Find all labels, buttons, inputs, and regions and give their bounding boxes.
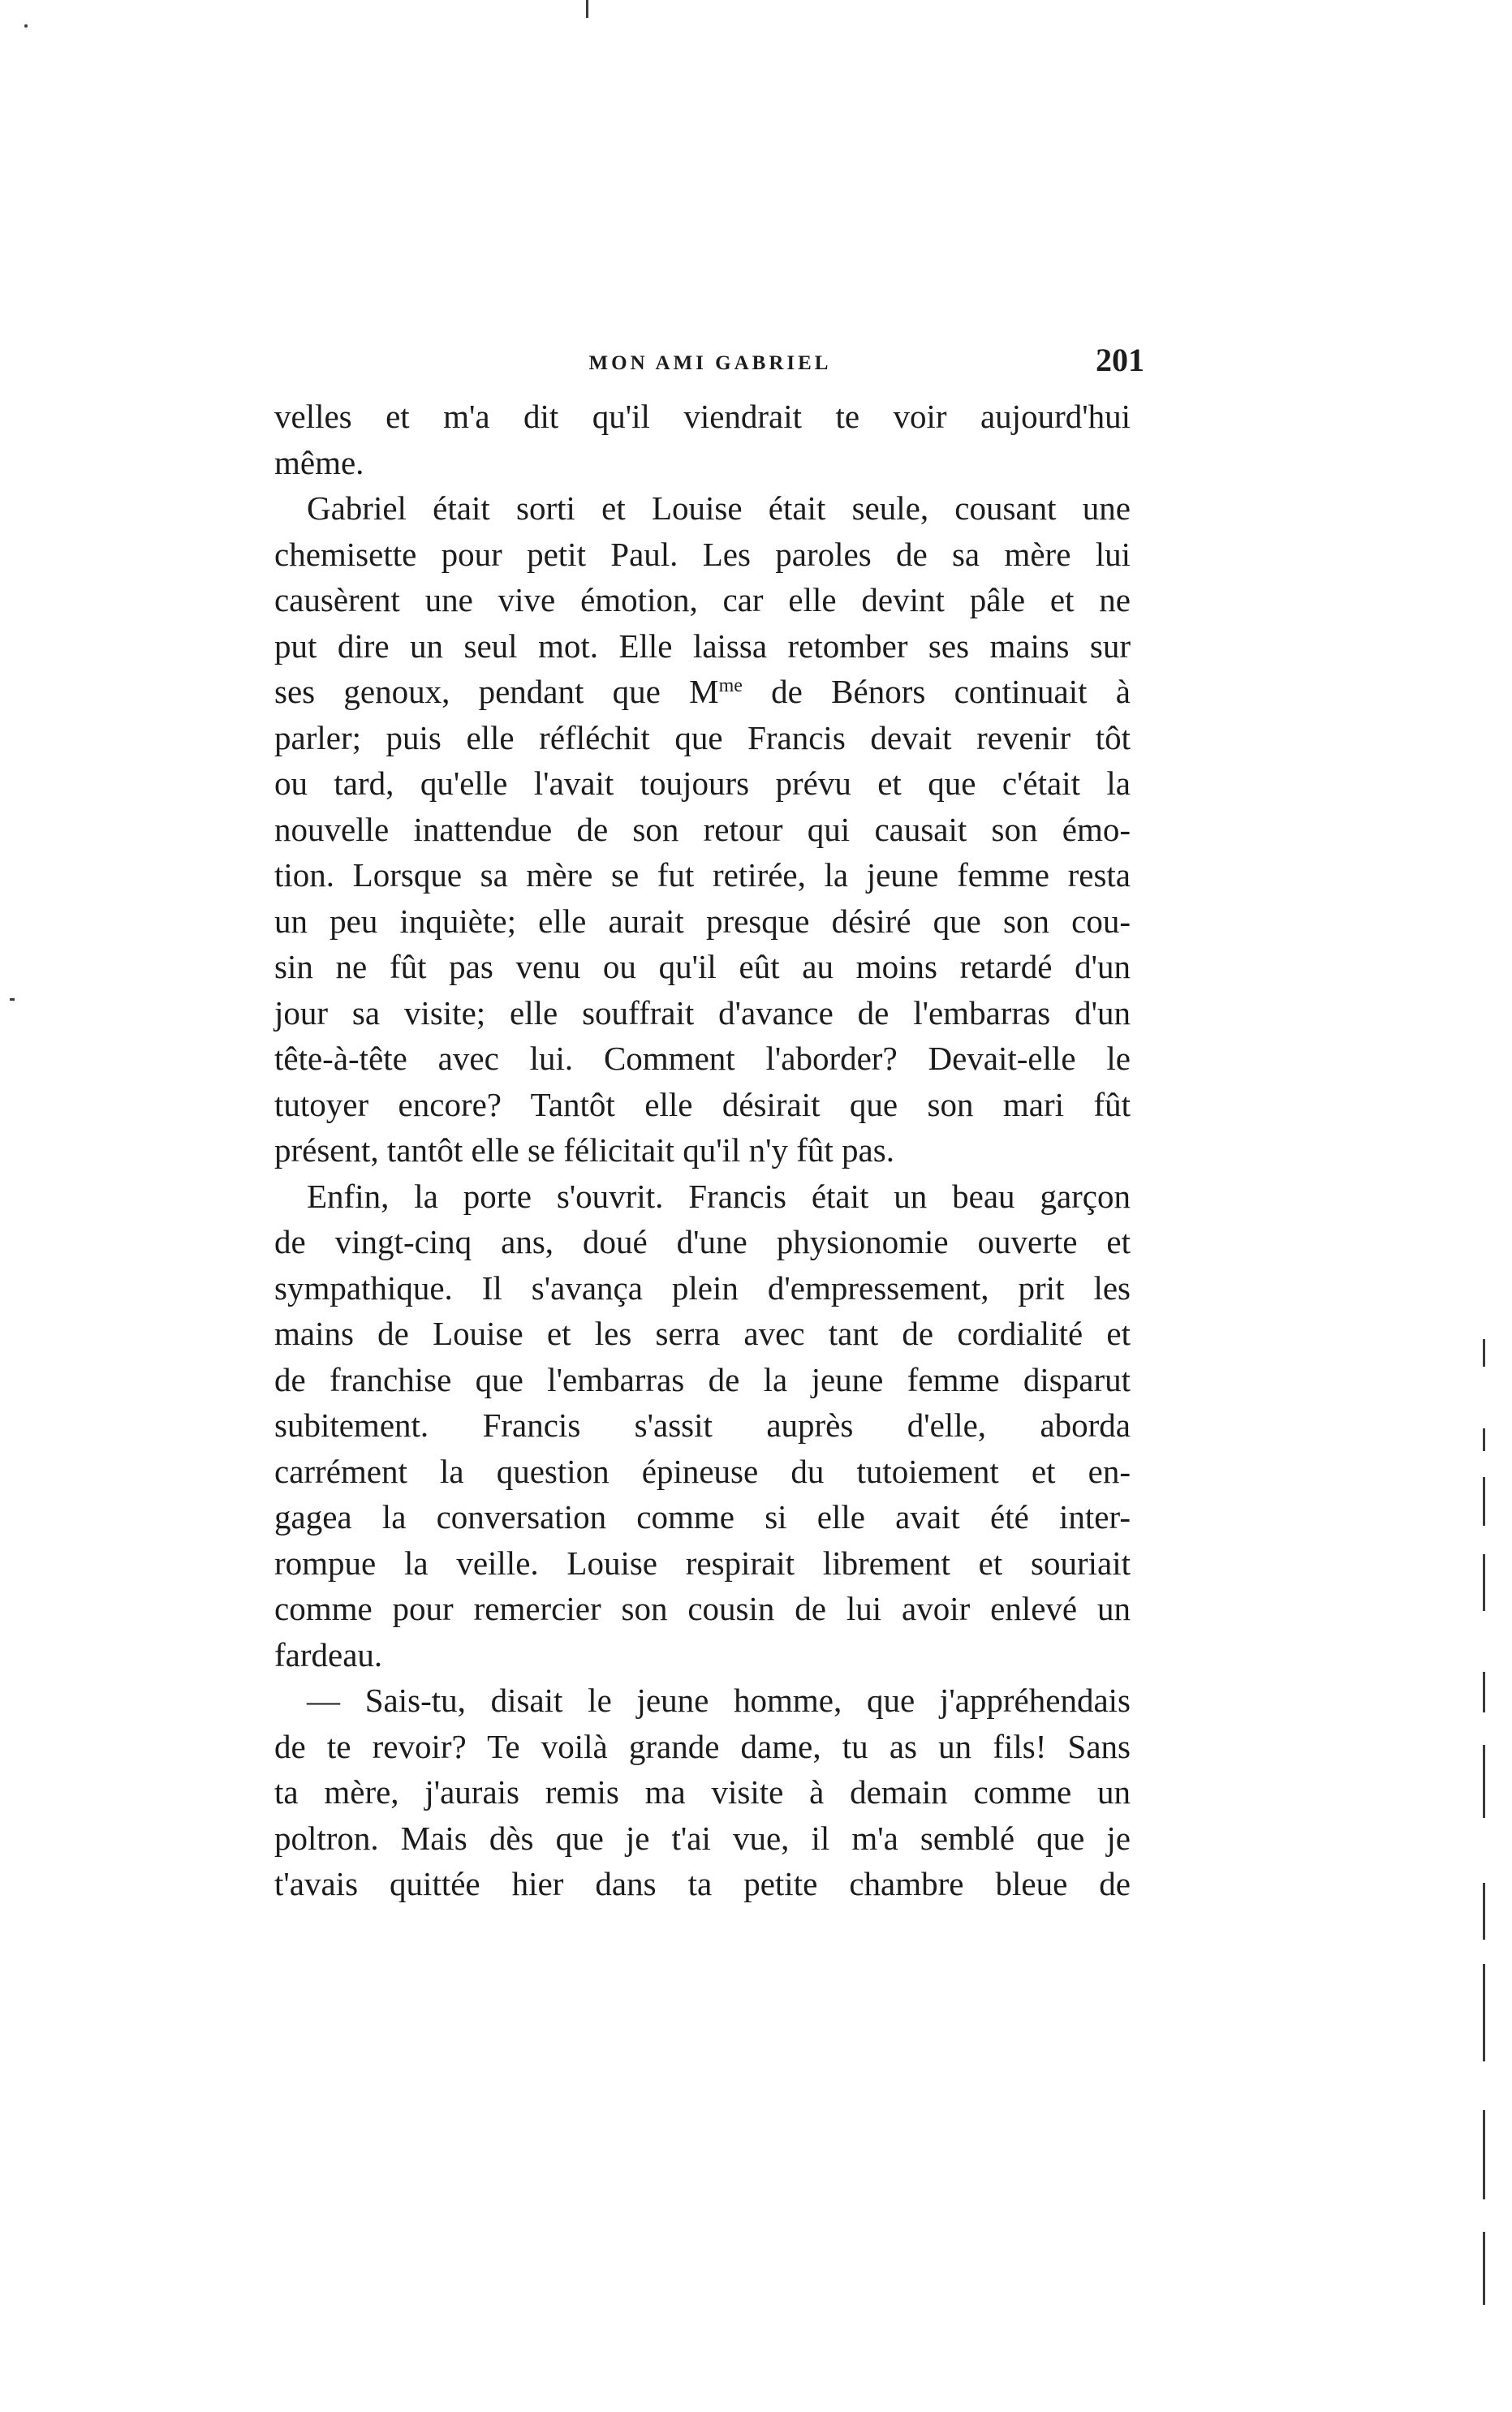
text-line: poltron. Mais dès que je t'ai vue, il m'a semblé que je	[274, 1819, 1131, 1857]
text-line: gagea la conversation comme si elle avait été inter-	[274, 1498, 1131, 1535]
line-segment: de Bénors continuait à	[742, 673, 1131, 710]
text-line: comme pour remercier son cousin de lui avoir enlevé un	[274, 1590, 1131, 1627]
text-line: causèrent une vive émotion, car elle devint pâle et ne	[274, 581, 1131, 618]
paragraph-start-line: Enfin, la porte s'ouvrit. Francis était un beau garçon	[307, 1177, 1131, 1215]
scan-mark	[1483, 1672, 1485, 1712]
text-line: ou tard, qu'elle l'avait toujours prévu et que c'était la	[274, 765, 1131, 802]
scan-mark	[1483, 1964, 1485, 2061]
text-line: carrément la question épineuse du tutoiement et en-	[274, 1452, 1131, 1490]
text-line: nouvelle inattendue de son retour qui causait son émo-	[274, 810, 1131, 848]
body-text	[274, 394, 1131, 1907]
page-number: 201	[1096, 342, 1144, 378]
text-line: mains de Louise et les serra avec tant de cordialité et	[274, 1315, 1131, 1352]
text-line: put dire un seul mot. Elle laissa retomber ses mains sur	[274, 627, 1131, 665]
paragraph-start-line: — Sais-tu, disait le jeune homme, que j'appréhendais	[307, 1682, 1131, 1719]
text-line: chemisette pour petit Paul. Les paroles de sa mère lui	[274, 535, 1131, 573]
text-line: subitement. Francis s'assit auprès d'elle, aborda	[274, 1406, 1131, 1444]
text-line: tête-à-tête avec lui. Comment l'aborder? Devait-elle le	[274, 1040, 1131, 1077]
text-line: de vingt-cinq ans, doué d'une physionomie ouverte et	[274, 1223, 1131, 1260]
text-line: présent, tantôt elle se félicitait qu'il n'y fût pas.	[274, 1131, 894, 1169]
line-segment: ses genoux, pendant que M	[274, 673, 719, 710]
text-line: même.	[274, 443, 364, 481]
text-line: parler; puis elle réfléchit que Francis devait revenir tôt	[274, 718, 1131, 756]
running-title: MON AMI GABRIEL	[588, 352, 832, 374]
text-line: de franchise que l'embarras de la jeune femme disparut	[274, 1360, 1131, 1398]
text-line: tutoyer encore? Tantôt elle désirait que son mari fût	[274, 1085, 1131, 1123]
scan-mark	[1483, 1477, 1485, 1526]
text-line: rompue la veille. Louise respirait librement et souriait	[274, 1544, 1131, 1582]
scan-mark	[1483, 2110, 1485, 2199]
scan-mark	[1483, 1745, 1485, 1818]
paragraph-start-line: Gabriel était sorti et Louise était seule, cousant une	[307, 489, 1131, 527]
scan-mark	[1483, 1428, 1485, 1451]
text-line: un peu inquiète; elle aurait presque désiré que son cou-	[274, 902, 1131, 940]
text-line: velles et m'a dit qu'il viendrait te voir aujourd'hui	[274, 398, 1131, 435]
scan-mark	[1483, 2232, 1485, 2305]
text-line: tion. Lorsque sa mère se fut retirée, la jeune femme resta	[274, 856, 1131, 894]
text-line: ta mère, j'aurais remis ma visite à demain comme un	[274, 1773, 1131, 1811]
text-line-with-title	[274, 669, 1131, 715]
scan-mark	[1483, 1883, 1485, 1940]
text-line: sympathique. Il s'avança plein d'empressement, prit les	[274, 1268, 1131, 1307]
text-line: fardeau.	[274, 1635, 383, 1673]
text-line: t'avais quittée hier dans ta petite chambre bleue de	[274, 1865, 1131, 1902]
scan-mark	[586, 0, 588, 18]
scan-mark	[1483, 1554, 1485, 1611]
title-abbreviation-superscript: me	[718, 675, 743, 696]
text-line: jour sa visite; elle souffrait d'avance de l'embarras d'un	[274, 993, 1131, 1032]
scan-mark	[24, 24, 28, 28]
scan-mark	[1483, 1339, 1485, 1367]
scan-mark	[10, 998, 15, 1001]
running-head	[276, 341, 1144, 390]
text-line: sin ne fût pas venu ou qu'il eût au moins retardé d'un	[274, 948, 1131, 985]
text-line: de te revoir? Te voilà grande dame, tu as un fils! Sans	[274, 1727, 1131, 1765]
